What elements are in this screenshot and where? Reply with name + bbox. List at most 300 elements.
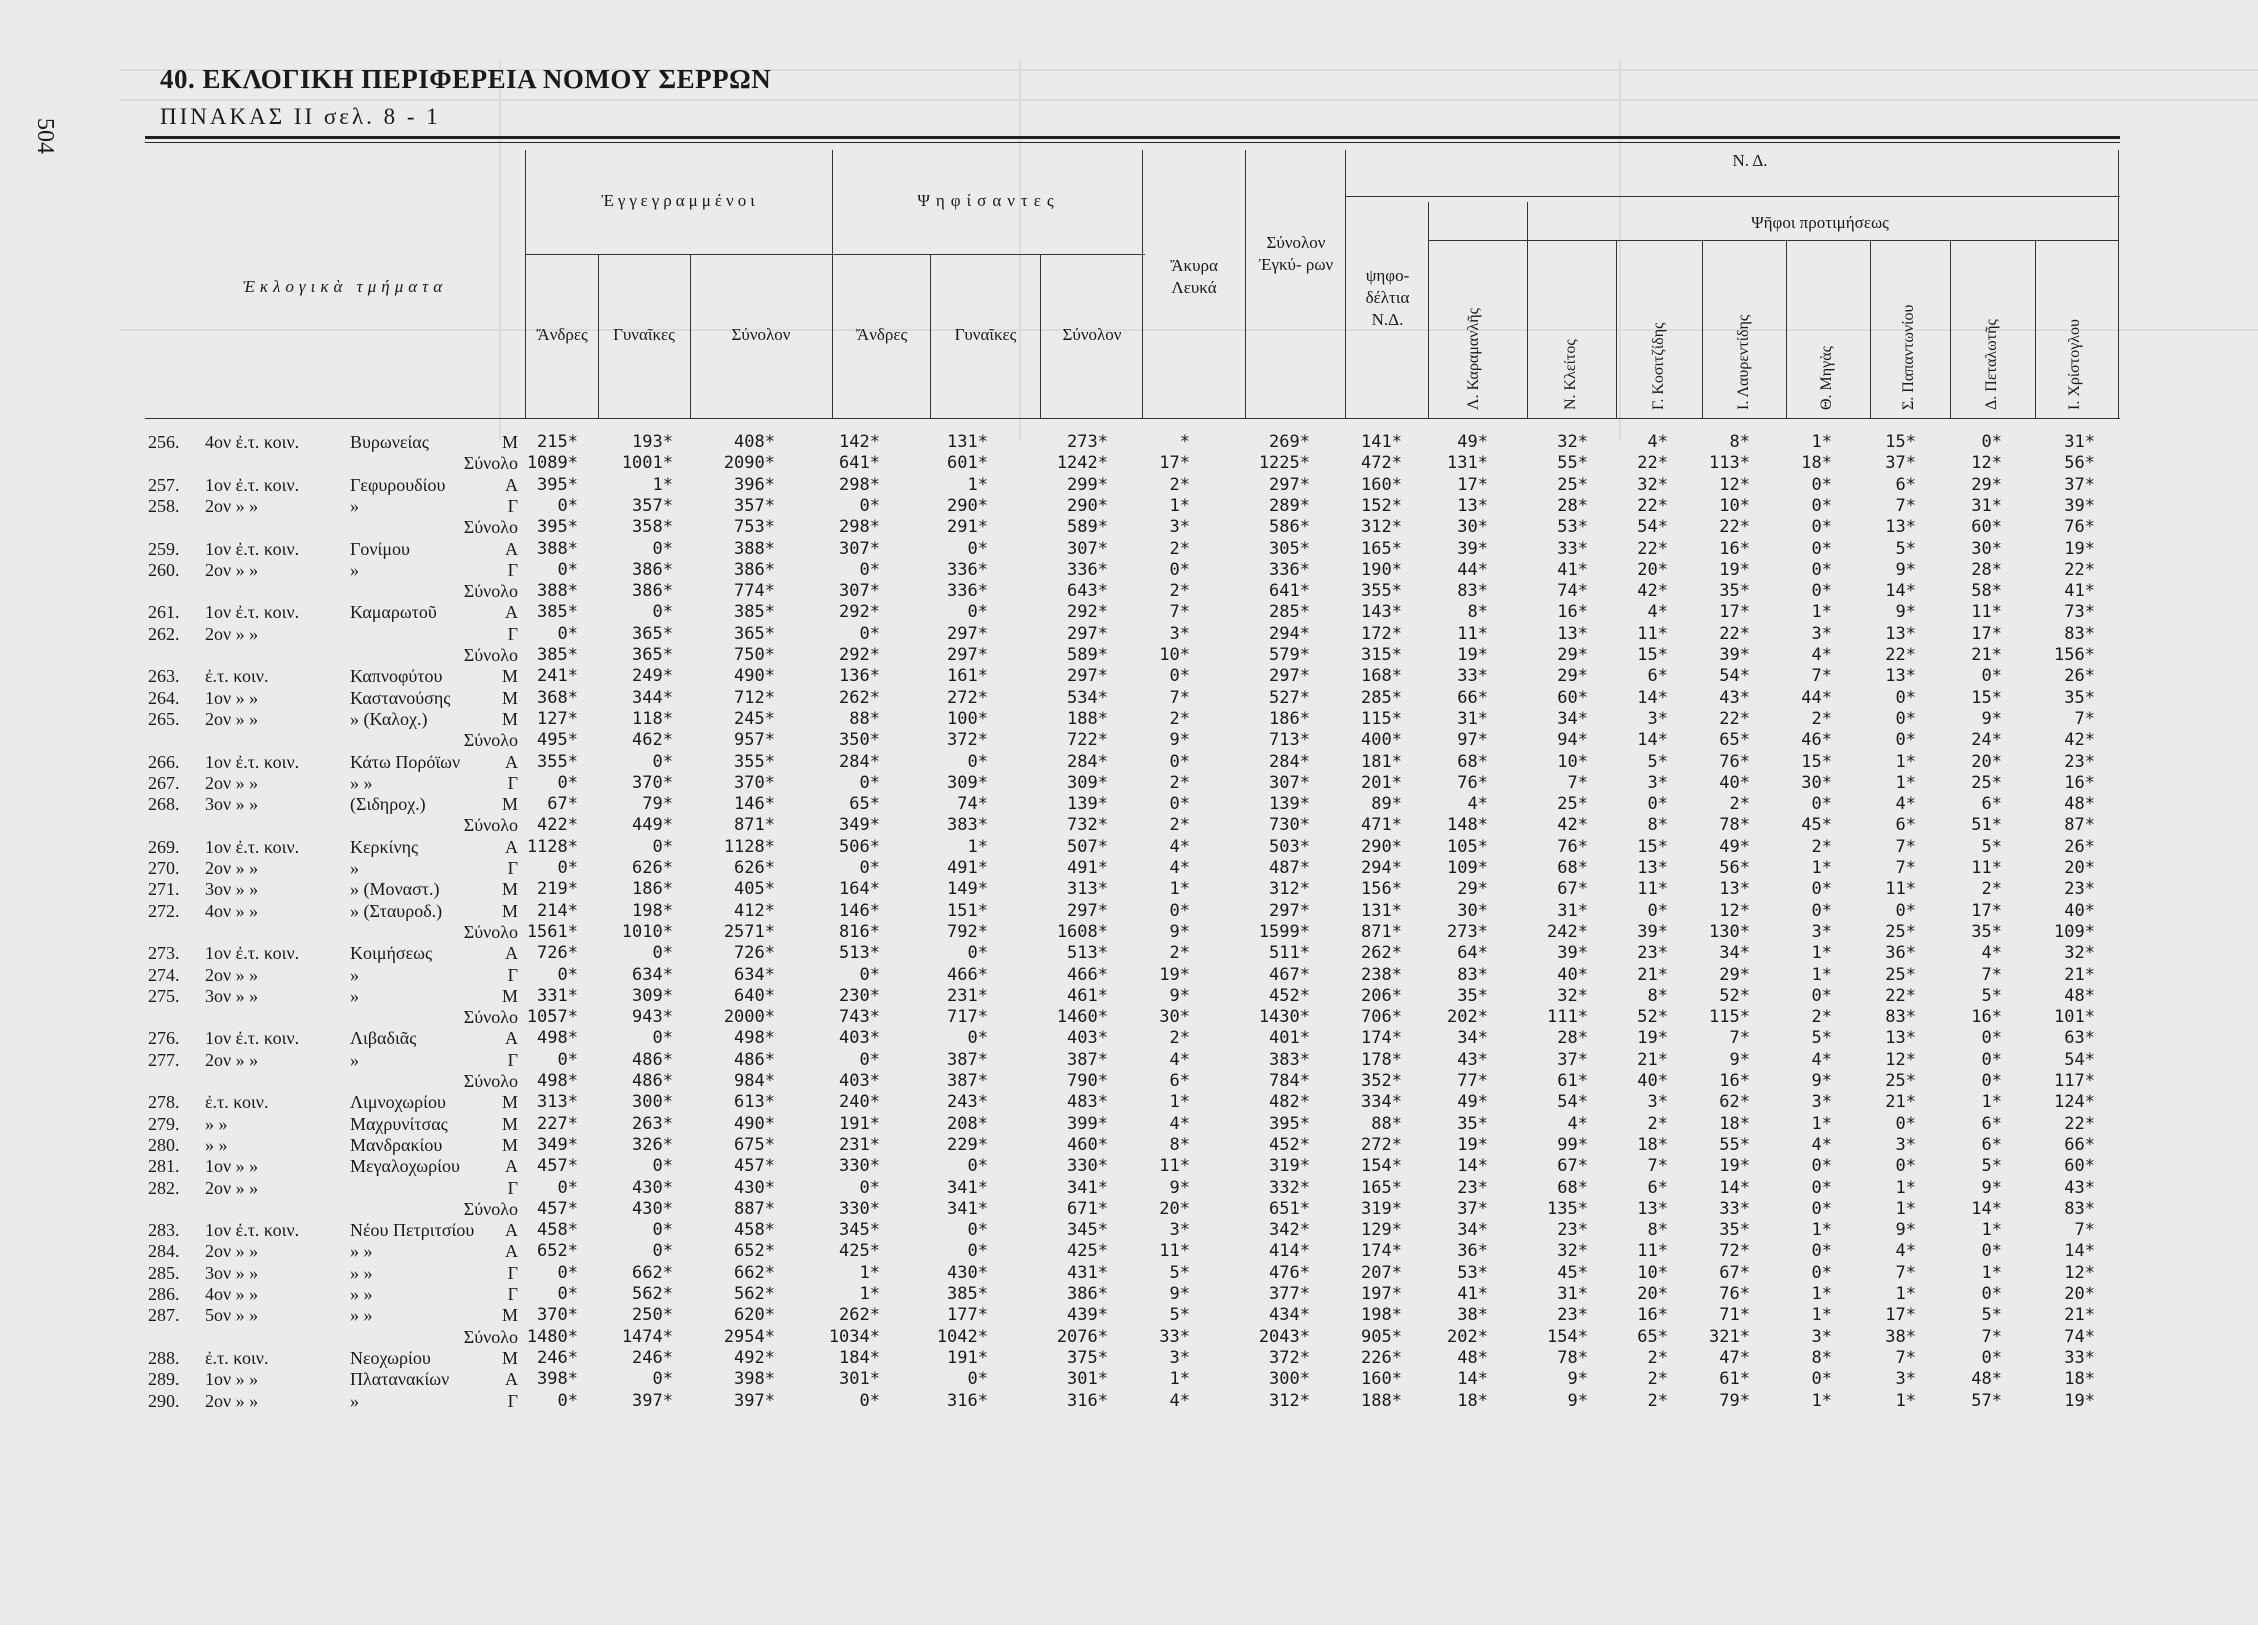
voted-women-cell: 387* [947,1071,988,1091]
registered-women-cell: 0* [652,943,673,964]
pref-karamanlis-cell: 31* [1457,708,1488,729]
pref-christoglou-cell: 21* [2064,964,2095,985]
pref-migas-cell: 1* [1811,858,1832,878]
table-row [0,1220,2258,1241]
registered-women-cell: 386* [632,559,673,580]
blank-cell: 3* [1169,1220,1190,1241]
registered-men-cell: 349* [537,1134,578,1155]
voted-men-cell: 1034* [828,1326,880,1347]
pref-kleitos-cell: 94* [1557,730,1588,751]
voted-women-cell: 149* [947,879,988,900]
voted-men-cell: 0* [859,858,880,878]
pref-kositzidis-cell: 19* [1637,1028,1668,1049]
voted-men-cell: 307* [839,581,880,602]
nd-ballots-cell: 197* [1361,1284,1402,1304]
registered-total-cell: 726* [734,943,775,964]
section-label [205,986,518,1007]
pref-migas-cell: 0* [1811,495,1832,516]
section-label [205,965,518,986]
registered-men-cell: 0* [557,858,578,878]
voted-men-cell: 164* [839,879,880,900]
pref-kleitos-cell: 55* [1557,453,1588,474]
registered-women-cell: 0* [652,1028,673,1049]
row-number: 290. [148,1390,180,1411]
nd-ballots-cell: 165* [1361,1177,1402,1198]
pref-lavrentidis-cell: 49* [1719,836,1750,857]
place-name: » [350,559,359,580]
pref-papantoniou-cell: 0* [1895,1113,1916,1134]
voted-total-cell: 188* [1067,708,1108,729]
voted-women-cell: 1* [967,474,988,495]
section-type: ἐ.τ. κοιν. [205,666,269,687]
pref-kleitos-cell: 54* [1557,1092,1588,1113]
registered-women-cell: 193* [632,432,673,452]
valid-total-cell: 1599* [1258,921,1310,942]
section-type: 4ον ἐ.τ. κοιν. [205,432,300,452]
pref-petalotis-cell: 51* [1971,815,2002,836]
pref-lavrentidis-cell: 8* [1729,432,1750,452]
pref-kleitos-cell: 16* [1557,602,1588,623]
registered-women-cell: 357* [632,495,673,516]
nd-ballots-cell: 201* [1361,772,1402,793]
registered-men-cell: 395* [537,517,578,538]
pref-kleitos-cell: 135* [1547,1198,1588,1219]
sections-header: Ἐκλογικὰ τμήματα [242,277,448,296]
nd-ballots-cell: 174* [1361,1241,1402,1262]
pref-papantoniou-cell: 25* [1885,921,1916,942]
voted-total-cell: 273* [1067,432,1108,452]
voted-total-cell: 534* [1067,687,1108,708]
voted-women-cell: 0* [967,1028,988,1049]
pref-papantoniou-cell: 15* [1885,432,1916,452]
nd-ballots-cell: 143* [1361,602,1402,623]
pref-papantoniou-cell: 4* [1895,1241,1916,1262]
registered-total-cell: 498* [734,1028,775,1049]
valid-total-cell: 297* [1269,474,1310,495]
registered-men-cell: 127* [537,708,578,729]
nd-ballots-cell: 207* [1361,1262,1402,1283]
pref-christoglou-cell: 35* [2064,687,2095,708]
blank-cell: 2* [1169,474,1190,495]
nd-ballots-cell: 315* [1361,645,1402,665]
row-number: 287. [148,1305,180,1326]
pref-lavrentidis-cell: 16* [1719,538,1750,559]
row-number: 258. [148,495,180,516]
header-divider [1616,240,1617,418]
pref-migas-cell: 3* [1811,1092,1832,1113]
registered-total-cell: 1128* [723,836,775,857]
section-label [205,752,518,773]
pref-papantoniou-cell: 22* [1885,985,1916,1006]
pref-karamanlis-cell: 30* [1457,517,1488,538]
valid-total-cell: 487* [1269,858,1310,878]
registered-total-cell: 396* [734,474,775,495]
voted-total-cell: 316* [1067,1390,1108,1411]
registered-men-cell: 0* [557,1284,578,1304]
section-code: Α [505,943,518,964]
pref-lavrentidis-cell: 79* [1719,1390,1750,1411]
valid-total-cell: 641* [1269,581,1310,602]
pref-migas-cell: 1* [1811,1284,1832,1304]
voted-total-cell: 301* [1067,1369,1108,1390]
voted-total-cell: 491* [1067,858,1108,878]
page-number: 504 [32,118,58,154]
table-row [0,1135,2258,1156]
place-name: » [350,1390,359,1411]
pref-kositzidis-cell: 22* [1637,538,1668,559]
registered-women-cell: 0* [652,751,673,772]
registered-men-cell: 1057* [526,1007,578,1028]
section-type: 2ον » » [205,708,259,729]
pref-kositzidis-cell: 3* [1647,772,1668,793]
nd-ballots-cell: 226* [1361,1347,1402,1368]
pref-christoglou-cell: 18* [2064,1369,2095,1390]
pref-petalotis-cell: 21* [1971,645,2002,665]
section-label [205,1114,518,1135]
place-name: » (Μοναστ.) [350,879,440,900]
pref-kleitos-cell: 29* [1557,645,1588,665]
registered-women-cell: 626* [632,858,673,878]
registered-men-cell: 0* [557,495,578,516]
section-type: 1ον ἐ.τ. κοιν. [205,943,300,964]
blank-cell: 4* [1169,1113,1190,1134]
row-number: 280. [148,1134,180,1155]
nd-ballots-cell: 165* [1361,538,1402,559]
row-number: 264. [148,687,180,708]
voted-men-cell: 284* [839,751,880,772]
registered-total-cell: 562* [734,1284,775,1304]
pref-karamanlis-cell: 13* [1457,495,1488,516]
pref-migas-cell: 1* [1811,1113,1832,1134]
voted-total-cell: 309* [1067,772,1108,793]
pref-papantoniou-cell: 25* [1885,964,1916,985]
section-type: 3ον » » [205,985,259,1006]
pref-lavrentidis-cell: 34* [1719,943,1750,964]
registered-men-cell: 652* [537,1241,578,1262]
pref-migas-cell: 0* [1811,900,1832,921]
pref-kositzidis-cell: 15* [1637,836,1668,857]
registered-total-header: Σύνολον [731,325,791,344]
pref-kositzidis-cell: 65* [1637,1326,1668,1347]
pref-karamanlis-cell: 131* [1447,453,1488,474]
voted-women-cell: 491* [947,858,988,878]
pref-kositzidis-cell: 18* [1637,1134,1668,1155]
blank-cell: 0* [1169,751,1190,772]
pref-christoglou-cell: 16* [2064,772,2095,793]
valid-total-cell: 285* [1269,602,1310,623]
pref-karamanlis-cell: 148* [1447,815,1488,836]
nd-ballots-cell: 178* [1361,1049,1402,1070]
voted-total-cell: 671* [1067,1198,1108,1219]
nd-ballots-cell: 198* [1361,1305,1402,1326]
registered-total-cell: 652* [734,1241,775,1262]
pref-kleitos-cell: 40* [1557,964,1588,985]
voted-women-cell: 466* [947,964,988,985]
pref-papantoniou-cell: 0* [1895,900,1916,921]
pref-papantoniou-cell: 6* [1895,474,1916,495]
section-label [205,560,518,581]
section-code: Μ [501,708,518,729]
registered-total-cell: 146* [734,794,775,815]
pref-migas-cell: 0* [1811,985,1832,1006]
blank-cell: 4* [1169,1049,1190,1070]
blank-cell: 0* [1169,900,1190,921]
pref-karamanlis-cell: 66* [1457,687,1488,708]
pref-petalotis-cell: 0* [1981,1241,2002,1262]
blank-cell: * [1179,432,1190,452]
registered-women-cell: 79* [642,794,673,815]
blank-cell: 5* [1169,1262,1190,1283]
pref-kositzidis-cell: 4* [1647,432,1668,452]
pref-karamanlis-cell: 19* [1457,1134,1488,1155]
registered-women-cell: 246* [632,1347,673,1368]
pref-papantoniou-cell: 1* [1895,772,1916,793]
pref-christoglou-cell: 23* [2064,879,2095,900]
pref-papantoniou-cell: 83* [1885,1007,1916,1028]
section-code: Γ [507,1390,518,1411]
valid-total-cell: 377* [1269,1284,1310,1304]
voted-men-cell: 403* [839,1028,880,1049]
pref-kositzidis-cell: 4* [1647,602,1668,623]
header-divider [525,150,526,418]
pref-kositzidis-cell: 21* [1637,1049,1668,1070]
pref-migas-cell: 1* [1811,1305,1832,1326]
pref-karamanlis-cell: 8* [1467,602,1488,623]
registered-total-cell: 385* [734,602,775,623]
pref-petalotis-cell: 0* [1981,432,2002,452]
voted-total-cell: 425* [1067,1241,1108,1262]
voted-total-cell: 139* [1067,794,1108,815]
blank-cell: 2* [1169,943,1190,964]
registered-women-cell: 1* [652,474,673,495]
place-name: Καστανούσης [350,687,451,708]
pref-christoglou-cell: 20* [2064,1284,2095,1304]
section-type: 2ον » » [205,1390,259,1411]
pref-lavrentidis-cell: 78* [1719,815,1750,836]
registered-men-cell: 331* [537,985,578,1006]
valid-total-cell: 332* [1269,1177,1310,1198]
place-name: » (Σταυροδ.) [350,900,443,921]
nd-ballots-cell: 272* [1361,1134,1402,1155]
voted-total-cell: 330* [1067,1156,1108,1177]
voted-men-cell: 307* [839,538,880,559]
row-number: 278. [148,1092,180,1113]
voted-women-cell: 191* [947,1347,988,1368]
registered-total-cell: 2090* [723,453,775,474]
pref-petalotis-cell: 2* [1981,879,2002,900]
nd-ballots-cell: 706* [1361,1007,1402,1028]
pref-lavrentidis-cell: 130* [1709,921,1750,942]
voted-women-cell: 297* [947,623,988,644]
place-name: Μανδρακίου [350,1134,443,1155]
header-divider [1345,150,1346,418]
nd-ballots-cell: 174* [1361,1028,1402,1049]
table-row [0,496,2258,517]
place-name: » [350,1049,359,1070]
registered-men-cell: 246* [537,1347,578,1368]
valid-total-cell: 730* [1269,815,1310,836]
voted-total-cell: 466* [1067,964,1108,985]
pref-karamanlis-cell: 23* [1457,1177,1488,1198]
pref-lavrentidis-cell: 61* [1719,1369,1750,1390]
voted-men-cell: 1* [859,1262,880,1283]
pref-papantoniou-cell: 6* [1895,815,1916,836]
voted-total-cell: 403* [1067,1028,1108,1049]
table-row [0,986,2258,1007]
pref-lavrentidis-cell: 47* [1719,1347,1750,1368]
pref-petalotis-cell: 57* [1971,1390,2002,1411]
nd-ballots-cell: 262* [1361,943,1402,964]
preference-header: Ψῆφοι προτιμήσεως [1751,213,1889,232]
table-row-subtotal [0,922,2258,943]
pref-lavrentidis-cell: 33* [1719,1198,1750,1219]
blank-cell: 3* [1169,1347,1190,1368]
pref-christoglou-cell: 74* [2064,1326,2095,1347]
pref-karamanlis-cell: 83* [1457,964,1488,985]
voted-men-cell: 330* [839,1156,880,1177]
pref-christoglou-cell: 7* [2074,1220,2095,1241]
table-row-subtotal [0,453,2258,474]
nd-ballots-cell: 160* [1361,1369,1402,1390]
pref-petalotis-cell: 48* [1971,1369,2002,1390]
header-divider [1245,150,1246,418]
section-code: Α [505,1369,518,1390]
nd-ballots-cell: 312* [1361,517,1402,538]
pref-papantoniou-cell: 12* [1885,1049,1916,1070]
registered-men-cell: 241* [537,666,578,687]
registered-total-cell: 458* [734,1220,775,1241]
pref-petalotis-cell: 6* [1981,1113,2002,1134]
pref-papantoniou-cell: 13* [1885,666,1916,687]
pref-christoglou-cell: 23* [2064,751,2095,772]
pref-papantoniou-cell: 7* [1895,858,1916,878]
registered-men-cell: 0* [557,772,578,793]
pref-kositzidis-cell: 8* [1647,1220,1668,1241]
header-divider [832,150,833,418]
pref-christoglou-cell: 19* [2064,538,2095,559]
voted-total-cell: 297* [1067,666,1108,687]
section-code: Σύνολο [463,1326,518,1347]
section-code: Α [505,1220,518,1241]
registered-header: Ἐγγεγραμμένοι [601,191,759,210]
pref-migas-cell: 0* [1811,517,1832,538]
pref-migas-cell: 0* [1811,474,1832,495]
pref-migas-cell: 1* [1811,1390,1832,1411]
table-row [0,901,2258,922]
section-code: Μ [501,794,518,815]
header-divider [2118,150,2119,418]
voted-men-cell: 292* [839,602,880,623]
section-type: 1ον ἐ.τ. κοιν. [205,1028,300,1049]
registered-women-cell: 486* [632,1049,673,1070]
pref-lavrentidis-cell: 17* [1719,602,1750,623]
section-label [205,1369,518,1390]
registered-total-cell: 887* [734,1198,775,1219]
pref-karamanlis-cell: 18* [1457,1390,1488,1411]
valid-total-cell: 1430* [1258,1007,1310,1028]
pref-petalotis-cell: 0* [1981,1284,2002,1304]
voted-women-cell: 0* [967,1369,988,1390]
pref-petalotis-cell: 11* [1971,602,2002,623]
registered-women-cell: 0* [652,538,673,559]
pref-kleitos-cell: 242* [1547,921,1588,942]
voted-men-cell: 0* [859,559,880,580]
pref-migas-cell: 8* [1811,1347,1832,1368]
nd-ballots-cell: 319* [1361,1198,1402,1219]
registered-men-cell: 214* [537,900,578,921]
voted-men-cell: 0* [859,1390,880,1411]
pref-christoglou-cell: 54* [2064,1049,2095,1070]
row-number: 285. [148,1262,180,1283]
header-divider [930,255,931,418]
pref-petalotis-cell: 4* [1981,943,2002,964]
nd-ballots-cell: 88* [1371,1113,1402,1134]
blank-cell: 1* [1169,1092,1190,1113]
registered-men-cell: 726* [537,943,578,964]
voted-total-cell: 341* [1067,1177,1108,1198]
valid-total-cell: 482* [1269,1092,1310,1113]
row-number: 284. [148,1241,180,1262]
pref-karamanlis-cell: 17* [1457,474,1488,495]
pref-papantoniou-cell: 7* [1895,1347,1916,1368]
voted-men-cell: 743* [839,1007,880,1028]
registered-women-cell: 634* [632,964,673,985]
section-type: 4ον » » [205,900,259,921]
registered-total-cell: 2571* [723,921,775,942]
pref-kleitos-cell: 9* [1567,1390,1588,1411]
pref-migas-cell: 44* [1801,687,1832,708]
valid-total-cell: 511* [1269,943,1310,964]
table-row [0,752,2258,773]
pref-karamanlis-cell: 11* [1457,623,1488,644]
voted-men-cell: 0* [859,495,880,516]
valid-total-cell: 305* [1269,538,1310,559]
section-type: » » [205,1113,228,1134]
pref-migas-cell: 7* [1811,666,1832,687]
pref-kleitos-cell: 61* [1557,1071,1588,1091]
section-code: Σύνολο [463,645,518,665]
voted-women-cell: 1* [967,836,988,857]
pref-kositzidis-cell: 5* [1647,751,1668,772]
voted-women-cell: 291* [947,517,988,538]
pref-christoglou-cell: 156* [2054,645,2095,665]
section-code: Γ [507,772,518,793]
pref-kleitos-cell: 29* [1557,666,1588,687]
pref-christoglou-cell: 101* [2054,1007,2095,1028]
nd-ballots-cell: 172* [1361,623,1402,644]
pref-petalotis-cell: 1* [1981,1262,2002,1283]
registered-women-cell: 186* [632,879,673,900]
pref-karamanlis-cell: 41* [1457,1284,1488,1304]
voted-total-cell: 292* [1067,602,1108,623]
pref-petalotis-cell: 0* [1981,1347,2002,1368]
section-type: 2ον » » [205,1241,259,1262]
pref-christoglou-cell: 12* [2064,1262,2095,1283]
section-type: 1ον ἐ.τ. κοιν. [205,1220,300,1241]
header-divider [1786,240,1787,418]
voted-women-cell: 74* [957,794,988,815]
pref-petalotis-cell: 5* [1981,1305,2002,1326]
valid-total-cell: 414* [1269,1241,1310,1262]
pref-kleitos-cell: 78* [1557,1347,1588,1368]
pref-karamanlis-cell: 35* [1457,985,1488,1006]
registered-women-cell: 0* [652,1220,673,1241]
section-type: 1ον ἐ.τ. κοιν. [205,602,300,623]
pref-christoglou-cell: 73* [2064,602,2095,623]
pref-kleitos-cell: 32* [1557,1241,1588,1262]
pref-kositzidis-cell: 11* [1637,879,1668,900]
table-row [0,709,2258,730]
